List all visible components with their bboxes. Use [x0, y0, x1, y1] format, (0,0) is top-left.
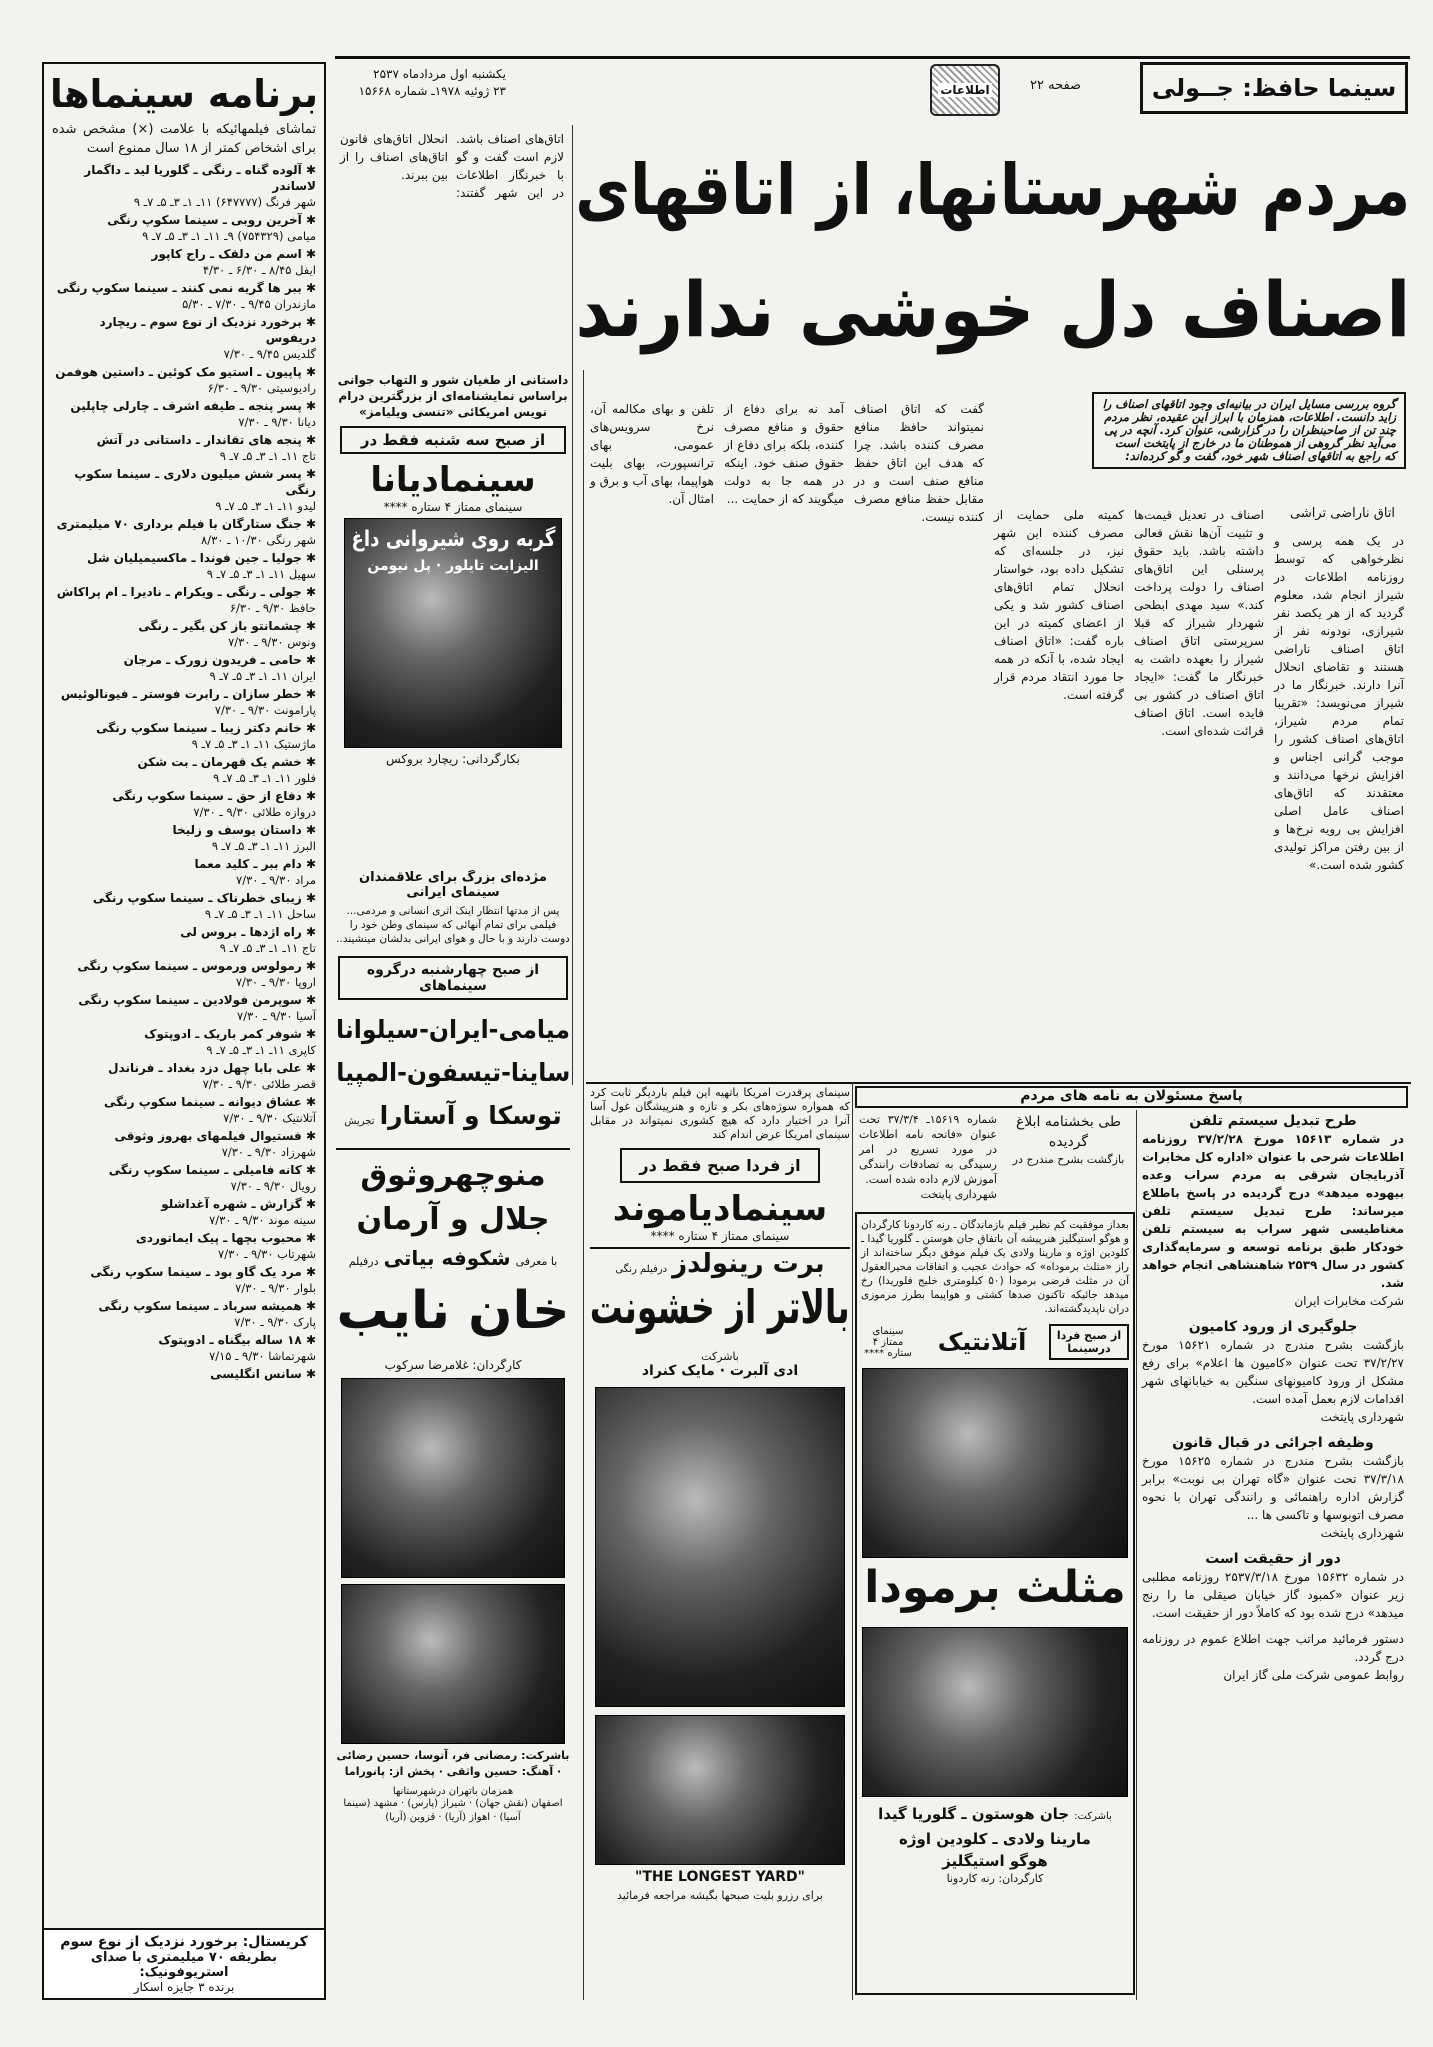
film-still-image	[341, 1378, 565, 1578]
headline-line1: مردم شهرستانها، از اتاقهای	[574, 149, 1410, 231]
program-item: ✱ شوفر کمر باریک ـ ادوپتوک کاپری ۱۱ـ ۱ـ ۳ـ ۵ـ ۷ـ ۹	[52, 1026, 316, 1058]
article-column: در یک همه پرسی و نظرخواهی که توسط روزنامه اطلاعات در شیراز انجام شد، معلوم گردید که از هر یکصد نفر شیرازی، نودونه نفر از اتاق اصناف ناراضی هستند و تقاضای انحلال آنرا دارند. خبرنگار ما در شیراز می‌نویسد: «تقریبا تمام مردم شیراز، اتاق‌های اصناف کشور را موجب گرانی اجناس و افزایش نرخها می‌دانند و معتقدند که اتاق‌های اصناف عامل اصلی افزایش بی رویه نرخ‌ها و از بین رفتن مراکز تولیدی کشور شده است.»	[1274, 534, 1404, 872]
program-film: داستان یوسف و زلیخا	[172, 823, 302, 837]
program-film: حامی ـ فریدون زورک ـ مرجان	[123, 653, 302, 667]
program-times: رادیوسیتی ۹/۳۰ ـ ۶/۳۰	[207, 381, 316, 395]
program-film: همیشه سرباد ـ سینما سکوپ رنگی	[98, 1299, 302, 1313]
program-item: ✱ جولی ـ رنگی ـ ویکرام ـ نادیرا ـ ام پراکاش حافظ ۹/۳۰ ـ ۶/۳۰	[52, 584, 316, 616]
program-item: ✱ دام ببر ـ کلید معما مراد ۹/۳۰ ـ ۷/۳۰	[52, 856, 316, 888]
program-film: رمولوس ورموس ـ سینما سکوپ رنگی	[77, 959, 302, 973]
section-title-box	[1140, 62, 1408, 114]
program-item: ✱ حامی ـ فریدون زورک ـ مرجان ایران ۱۱ـ ۱ـ ۳ـ ۵ـ ۷ـ ۹	[52, 652, 316, 684]
program-footer: کریستال: برخورد نزدیک از نوع سوم بطریقه ۷۰ میلیمتری با صدای استریوفونیک: برنده ۳ جایزه اسکار	[44, 1928, 324, 1998]
section-title: سینما حافظ: جــولی	[1151, 74, 1397, 102]
program-item: ✱ خانم دکتر زیبا ـ سینما سکوپ رنگی ماژستیک ۱۱ـ ۱ـ ۳ـ ۵ـ ۷ـ ۹	[52, 720, 316, 752]
article-column: اصناف در تعدیل قیمت‌ها و تثبیت آن‌ها نقش فعالی داشته باشد. باید حقوق پرسنلی این اتاق‌های اصناف را دولت پرداخت کند.» سید مهدی ابطحی شهردار شیراز که قبلا سرپرستی اتاق اصناف شیراز را بعهده داشت به خبرنگار ما گفت: «ایجاد اتاق اصناف در کشور بی فایده است. اتاق اصناف قرائت شده‌ای است.	[1134, 508, 1264, 738]
program-item: ✱ دفاع از حق ـ سینما سکوپ رنگی دروازه طلائی ۹/۳۰ ـ ۷/۳۰	[52, 788, 316, 820]
program-item: ✱ راه اژدها ـ بروس لی تاج ۱۱ـ ۱ـ ۳ـ ۵ـ ۷ـ ۹	[52, 924, 316, 956]
program-item: ✱ گزارش ـ شهره آغداشلو سینه موند ۹/۳۰ ـ ۷/۳۰	[52, 1196, 316, 1228]
program-times: شهرزاد ۹/۳۰ ـ ۷/۳۰	[221, 1145, 316, 1159]
program-times: فلور ۱۱ـ ۱ـ ۳ـ ۵ـ ۷ـ ۹	[213, 771, 316, 785]
program-times: البرز ۱۱ـ ۱ـ ۳ـ ۵ـ ۷ـ ۹	[211, 839, 316, 853]
program-film: سانس انگلیسی	[210, 1367, 302, 1381]
program-film: سوپرمن فولادین ـ سینما سکوپ رنگی	[78, 993, 302, 1007]
program-item: ✱ پسر شش میلیون دلاری ـ سینما سکوپ رنگی لیدو ۱۱ـ ۱ـ ۳ـ ۵ـ ۷ـ ۹	[52, 466, 316, 514]
cinema-program	[42, 62, 326, 2000]
program-item: ✱ فستیوال فیلمهای بهروز وثوقی شهرزاد ۹/۳۰ ـ ۷/۳۰	[52, 1128, 316, 1160]
article-column: آمد نه برای دفاع از حقوق و منافع مصرف کننده، بلکه برای دفاع از حقوق صنف خود. اینکه در همه جا به دولت میگویند که از حمایت ...	[724, 402, 844, 506]
program-times: اروپا ۹/۳۰ ـ ۷/۳۰	[235, 975, 316, 989]
diamond-cinema-ad: سینمای پرقدرت امریکا باتهیه این فیلم باردیگر ثابت کرد که همواره سوژه‌های بکر و تازه و هنرپیشگان غول آسا آنرا در اختیار دارد که هیچ کشوری نمیتواند در مقابل سینمای امریکا عرض اندام کند از فردا صبح فقط در سینمادیاموند سینمای ممتاز ۴ ستاره **** برت رینولدز درفیلم رنگی بالاتر از خشونت باشرکت ادی آلبرت · مایک کنراد "THE LONGEST YARD" برای رزرو بلیت صبحها بگیشه مراجعه فرمائید	[590, 1086, 850, 1902]
program-times: شهرتاب ۹/۳۰ ـ ۷/۳۰	[218, 1247, 316, 1261]
program-film: عشاق دیوانه ـ سینما سکوپ رنگی	[104, 1095, 302, 1109]
program-times: قصر طلائی ۹/۳۰ ـ ۷/۳۰	[202, 1077, 316, 1091]
letter-g-sign: شهرداری پایتخت	[920, 1188, 997, 1201]
program-item: ✱ زیبای خطرناک ـ سینما سکوپ رنگی ساحل ۱۱ـ ۱ـ ۳ـ ۵ـ ۷ـ ۹	[52, 890, 316, 922]
program-times: کاپری ۱۱ـ ۱ـ ۳ـ ۵ـ ۷ـ ۹	[206, 1043, 316, 1057]
letters-title: پاسخ مسئولان به نامه های مردم	[855, 1086, 1408, 1108]
program-title: برنامه سینماها	[50, 72, 318, 116]
program-times: گلدیس ۹/۴۵ ـ ۷/۳۰	[223, 347, 316, 361]
program-film: خطر سازان ـ رابرت فوستر ـ فیونالوئیس	[60, 687, 302, 701]
program-times: مراد ۹/۳۰ ـ ۷/۳۰	[236, 873, 316, 887]
film-still-image	[862, 1368, 1128, 1558]
article-column: گفت که اتاق اصناف نمیتواند حافظ منافع مصرف کننده باشد. چرا که هدف این اتاق حفظ منافع صنف است و در مقابل حفظ منافع مصرف کننده نیست.	[854, 402, 984, 524]
article-column: کمیته ملی حمایت از مصرف کننده این شهر نیز، در جلسه‌ای که تشکیل داده بود، خواستار انحلال تمام اتاق‌های اصناف کشور شد و یکی از اعضای کمیته در این باره گفت: «اتاق اصناف ایجاد شده، با آنکه در همه جا مورد انتقاد مردم قرار گرفته است.	[994, 508, 1124, 702]
program-film: مرد یک گاو بود ـ سینما سکوپ رنگی	[90, 1265, 302, 1279]
program-item: ✱ پسر پنجه ـ طیفه اشرف ـ چارلی چاپلین دیانا ۹/۳۰ ـ ۷/۳۰	[52, 398, 316, 430]
program-item: ✱ پاپیون ـ استیو مک کوئین ـ داستین هوفمن رادیوسیتی ۹/۳۰ ـ ۶/۳۰	[52, 364, 316, 396]
program-item: ✱ علی بابا چهل دزد بغداد ـ فرناندل قصر طلائی ۹/۳۰ ـ ۷/۳۰	[52, 1060, 316, 1092]
program-times: پارک ۹/۳۰ ـ ۷/۳۰	[234, 1315, 316, 1329]
program-film: ببر ها گریه نمی کنند ـ سینما سکوپ رنگی	[56, 281, 302, 295]
program-film: جولی ـ رنگی ـ ویکرام ـ نادیرا ـ ام پراکاش	[56, 585, 302, 599]
program-film: ۱۸ ساله بیگناه ـ ادوپتوک	[158, 1333, 302, 1347]
program-note: تماشای فیلمهائیکه با علامت (×) مشخص شده برای اشخاص کمتر از ۱۸ سال ممنوع است	[52, 122, 316, 156]
program-item: ✱ جولیا ـ جین فوندا ـ ماکسیمیلیان شل سهیل ۱۱ـ ۱ـ ۳ـ ۵ـ ۷ـ ۹	[52, 550, 316, 582]
program-item: ✱ آلوده گناه ـ رنگی ـ گلوریا لید ـ داگمار لاساندر شهر فرنگ (۶۴۷۷۷۷) ۱۱ـ ۱ـ ۳ـ ۵ـ ۷ـ ۹	[52, 162, 316, 210]
program-times: تاج ۱۱ـ ۱ـ ۳ـ ۵ـ ۷ـ ۹	[219, 941, 316, 955]
program-item: ✱ سانس انگلیسی	[210, 1367, 316, 1381]
program-times: ایفل ۸/۴۵ ـ ۶/۳۰ ـ ۴/۳۰	[202, 263, 316, 277]
letter-column	[855, 1112, 1001, 1208]
program-film: راه اژدها ـ بروس لی	[180, 925, 302, 939]
program-film: چشمانتو باز کن بگیر ـ رنگی	[138, 619, 302, 633]
program-item: ✱ مرد یک گاو بود ـ سینما سکوپ رنگی بلوار ۹/۳۰ ـ ۷/۳۰	[52, 1264, 316, 1296]
program-times: رویال ۹/۳۰ ـ ۷/۳۰	[230, 1179, 316, 1193]
program-film: علی بابا چهل دزد بغداد ـ فرناندل	[108, 1061, 302, 1075]
program-item: ✱ جنگ ستارگان با فیلم برداری ۷۰ میلیمتری شهر رنگی ۱۰/۳۰ ـ ۸/۳۰	[52, 516, 316, 548]
film-still-image	[862, 1627, 1128, 1797]
program-item: ✱ خشم یک قهرمان ـ بت شکن فلور ۱۱ـ ۱ـ ۳ـ ۵ـ ۷ـ ۹	[52, 754, 316, 786]
program-times: میامی (۷۵۴۳۲۹) ۹ـ ۱۱ـ ۱ـ ۳ـ ۵ـ ۷ـ ۹	[142, 229, 316, 243]
program-item: ✱ پنجه های تقاندار ـ داستانی در آتش تاج ۱۱ـ ۱ـ ۳ـ ۵ـ ۷ـ ۹	[52, 432, 316, 464]
page-number: صفحه ۲۲	[1030, 78, 1082, 93]
program-item: ✱ داستان یوسف و زلیخا البرز ۱۱ـ ۱ـ ۳ـ ۵ـ ۷ـ ۹	[52, 822, 316, 854]
program-film: پسر شش میلیون دلاری ـ سینما سکوپ رنگی	[74, 467, 316, 497]
letter-g-body: شماره ۱۵۶۱۹ـ ۳۷/۳/۴ تحت عنوان «فاتحه نامه اطلاعات در مورد تسریع در امر رسیدگی به تصادفات رانندگی آموزش لازم داده شده است.	[859, 1113, 997, 1186]
program-times: شهر رنگی ۱۰/۳۰ ـ ۸/۳۰	[201, 533, 316, 547]
program-item: ✱ چشمانتو باز کن بگیر ـ رنگی ونوس ۹/۳۰ ـ ۷/۳۰	[52, 618, 316, 650]
program-film: گزارش ـ شهره آغداشلو	[161, 1197, 302, 1211]
program-item: ✱ آخرین روبی ـ سینما سکوپ رنگی میامی (۷۵۴۳۲۹) ۹ـ ۱۱ـ ۱ـ ۳ـ ۵ـ ۷ـ ۹	[52, 212, 316, 244]
program-times: پارامونت ۹/۳۰ ـ ۷/۳۰	[214, 703, 316, 717]
film-still-image	[341, 1584, 565, 1744]
program-times: شهرتماشا ۹/۳۰ ـ ۷/۱۵	[209, 1349, 316, 1363]
program-film: آلوده گناه ـ رنگی ـ گلوریا لید ـ داگمار لاساندر	[84, 163, 316, 193]
program-times: دروازه طلائی ۹/۳۰ ـ ۷/۳۰	[193, 805, 316, 819]
article-subhead: اتاق ناراضی تراشی	[1290, 506, 1396, 521]
program-times: بلوار ۹/۳۰ ـ ۷/۳۰	[235, 1281, 316, 1295]
article-column: اتاق‌های اصناف باشد. لازم است گفت و گو با خبرنگار اطلاعات در این شهر گفتند: انحلال اتاق‌های قانون اتاق‌های اصناف را از بین ببرند.	[340, 132, 564, 200]
program-item: ✱ همیشه سرباد ـ سینما سکوپ رنگی پارک ۹/۳۰ ـ ۷/۳۰	[52, 1298, 316, 1330]
program-film: دام ببر ـ کلید معما	[194, 857, 302, 871]
program-film: زیبای خطرناک ـ سینما سکوپ رنگی	[92, 891, 302, 905]
program-times: حافظ ۹/۳۰ ـ ۶/۳۰	[229, 601, 316, 615]
letter-column: طرح تبدیل سیستم تلفن در شماره ۱۵۶۱۳ مورخ ۳۷/۲/۲۸ روزنامه اطلاعات شرحی با عنوان «اداره کل مخابرات آذربایجان شرقی به مردم سراب وعده بیهوده میدهد» درج گردیده در پاسخ باطلاع میرساند: طرح تبدیل سیستم تلفن مغناطیسی شهر سراب به سیستم تلفن خودکار طبق برنامه توسعه و سرمایه‌گذاری کشور در سال ۲۵۳۹ شاهنشاهی انجام خواهد شد. شرکت مخابرات ایران جلوگیری از ورود کامیون بازگشت بشرح مندرج در شماره ۱۵۶۲۱ مورخ ۳۷/۲/۲۷ تحت عنوان «کامیون ها اعلام» برای رفع مشکل از ورود کامیونهای سنگین به خیابانهای شهر اقدامات لازم بعمل آمده است. شهرداری پایتخت وظیفه اجرائی در قبال قانون بازگشت بشرح مندرج در شماره ۱۵۶۲۵ مورخ ۳۷/۳/۱۸ تحت عنوان «گاه تهران بی نوبت» برابر گزارش اداره راهنمائی و رانندگی تهران با نحوه مصرف اتوبوسها و تاکسی ها ... شهرداری پایتخت دور از حقیقت است در شماره ۱۵۶۳۲ مورخ ۲۵۳۷/۳/۱۸ روزنامه مطلبی زیر عنوان «کمبود گاز خیابان صیقلی ما را رنج میدهد» درج شده بود که کاملاً دور از حقیقت است. دستور فرمائید مراتب جهت اطلاع عموم در روزنامه درج گردد. روابط عمومی شرکت ملی گاز ایران	[1142, 1113, 1405, 1682]
program-film: جنگ ستارگان با فیلم برداری ۷۰ میلیمتری	[56, 517, 302, 531]
headline-line2: اصناف دل خوشی ندارند	[574, 265, 1410, 354]
letter-column: طی بخشنامه ابلاغ گردیده بازگشت بشرح مندرج در	[1012, 1114, 1125, 1166]
program-item: ✱ کانه فامیلی ـ سینما سکوپ رنگی رویال ۹/۳۰ ـ ۷/۳۰	[52, 1162, 316, 1194]
program-item: ✱ سوپرمن فولادین ـ سینما سکوپ رنگی آسیا ۹/۳۰ ـ ۷/۳۰	[52, 992, 316, 1024]
program-times: لیدو ۱۱ـ ۱ـ ۳ـ ۵ـ ۷ـ ۹	[215, 499, 316, 513]
program-film: آخرین روبی ـ سینما سکوپ رنگی	[107, 213, 302, 227]
film-still-image	[595, 1387, 845, 1707]
program-film: شوفر کمر باریک ـ ادوپتوک	[144, 1027, 302, 1041]
program-film: خانم دکتر زیبا ـ سینما سکوپ رنگی	[96, 721, 302, 735]
program-film: برخورد نزدیک از نوع سوم ـ ریچارد دریفوس	[99, 315, 316, 345]
program-item: ✱ ببر ها گریه نمی کنند ـ سینما سکوپ رنگی مازندران ۹/۴۵ ـ ۷/۳۰ ـ ۵/۳۰	[52, 280, 316, 312]
program-times: ایران ۱۱ـ ۱ـ ۳ـ ۵ـ ۷ـ ۹	[209, 669, 316, 683]
program-film: فستیوال فیلمهای بهروز وثوقی	[114, 1129, 302, 1143]
program-times: شهر فرنگ (۶۴۷۷۷۷) ۱۱ـ ۱ـ ۳ـ ۵ـ ۷ـ ۹	[133, 195, 316, 209]
headline	[575, 130, 1410, 385]
program-item: ✱ اسم من دلقک ـ راج کاپور ایفل ۸/۴۵ ـ ۶/۳۰ ـ ۴/۳۰	[52, 246, 316, 278]
program-times: آسیا ۹/۳۰ ـ ۷/۳۰	[237, 1009, 316, 1023]
program-times: ونوس ۹/۳۰ ـ ۷/۳۰	[228, 635, 316, 649]
program-film: کانه فامیلی ـ سینما سکوپ رنگی	[108, 1163, 302, 1177]
film-poster-image: گربه روی شیروانی داغ الیزابت تایلور · پل نیومن	[344, 518, 562, 748]
program-times: مازندران ۹/۴۵ ـ ۷/۳۰ ـ ۵/۳۰	[182, 297, 316, 311]
program-item: ✱ عشاق دیوانه ـ سینما سکوپ رنگی آتلانتیک ۹/۳۰ ـ ۷/۳۰	[52, 1094, 316, 1126]
khan-nayeb-ad: مژده‌ای بزرگ برای علاقمندان سینمای ایرانی پس از مدتها انتظار اینک اثری انسانی و مردمی... فیلمی برای تمام آنهائی که سینمای وطن خود را دوست دارند و با حال و هوای ایرانی بدلشان مینشیند.. از صبح چهارشنبه درگروه سینماهای میامی-ایران-سیلوانا ساینا-تیسفون-المپیا توسکا و آستارا تجریش منوچهروثوق جلال و آرمان با معرفی شکوفه بیاتی درفیلم خان نایب کارگردان: غلامرضا سرکوب باشرکت: رمضانی فر، آتوسا، حسین رضائی · آهنگ: حسین واثقی · پخش از: پانوراما همزمان باتهران درشهرستانها اصفهان (نقش جهان) · شیراز (پارس) · مشهد (سینما آسیا) · اهواز (آریا) · قزوین (آریا)	[336, 870, 570, 1823]
program-film: جولیا ـ جین فوندا ـ ماکسیمیلیان شل	[87, 551, 302, 565]
program-film: پنجه های تقاندار ـ داستانی در آتش	[96, 433, 302, 447]
program-film: محبوب بچها ـ پیک ایماتوردی	[135, 1231, 302, 1245]
program-times: آتلانتیک ۹/۳۰ ـ ۷/۳۰	[223, 1111, 316, 1125]
issue-date: یکشنبه اول مردادماه ۲۵۳۷ ۲۳ ژوئیه ۱۹۷۸ـ شماره ۱۵۶۶۸	[358, 67, 506, 98]
article-column: تلفن و بهای مکالمه آن، نرخ سرویس‌های عمومی، بهای ترانسپورت، بهای بلیت هواپیما، بهای آب و برق و امثال آن.	[590, 402, 714, 506]
program-film: پسر پنجه ـ طیفه اشرف ـ چارلی چاپلین	[70, 399, 302, 413]
program-film: خشم یک قهرمان ـ بت شکن	[137, 755, 302, 769]
program-film: دفاع از حق ـ سینما سکوپ رنگی	[112, 789, 302, 803]
program-times: تاج ۱۱ـ ۱ـ ۳ـ ۵ـ ۷ـ ۹	[219, 449, 316, 463]
program-times: سهیل ۱۱ـ ۱ـ ۳ـ ۵ـ ۷ـ ۹	[206, 567, 316, 581]
program-item: ✱ رمولوس ورموس ـ سینما سکوپ رنگی اروپا ۹/۳۰ ـ ۷/۳۰	[52, 958, 316, 990]
program-item: ✱ محبوب بچها ـ پیک ایماتوردی شهرتاب ۹/۳۰ ـ ۷/۳۰	[52, 1230, 316, 1262]
program-item: ✱ خطر سازان ـ رابرت فوستر ـ فیونالوئیس پارامونت ۹/۳۰ ـ ۷/۳۰	[52, 686, 316, 718]
program-item: ✱ برخورد نزدیک از نوع سوم ـ ریچارد دریفوس گلدیس ۹/۴۵ ـ ۷/۳۰	[52, 314, 316, 362]
program-item: ✱ ۱۸ ساله بیگناه ـ ادوپتوک شهرتماشا ۹/۳۰ ـ ۷/۱۵	[52, 1332, 316, 1364]
program-times: ماژستیک ۱۱ـ ۱ـ ۳ـ ۵ـ ۷ـ ۹	[191, 737, 316, 751]
program-film: پاپیون ـ استیو مک کوئین ـ داستین هوفمن	[55, 365, 302, 379]
program-list	[44, 158, 324, 1928]
atlantic-cinema-ad: بعداز موفقیت کم نظیر فیلم بازماندگان ـ رنه کاردونا کارگردان و هوگو استیگلیز هنرپیشه آن باتفاق جان هوستن ـ گلوریا گیدا ـ کلودین اوژه و مارینا ولادی یک فیلم موفق دیگر ساخته‌اند از راز «مثلث برموداه» که حوادث عجیب و اتفاقات محیرالعقول آن در مثلث فرضی برمودا (۵۰ کیلومتری خلیج فلوریدا) رخ میدهد جائیکه تاکنون صدها کشتی و هواپیما بطرز مرموزی دران ناپدیدگشته‌اند. از صبح فردا درسینما آتلانتیک سینمای ممتاز ۴ ستاره **** مثلث برمودا باشرکت: جان هوستون ـ گلوریا گیدا مارینا ولادی ـ کلودین اوژه هوگو استیگلیز کارگردان: رنه کاردونا	[855, 1212, 1135, 1995]
intro-box: گروه بررسی مسایل ایران در بیانیه‌ای وجود اتاقهای اصناف را زاید دانست. اطلاعات، همزمان با ابراز این عقیده، نظر مردم چند تن از صاحبنظران را در گزارشی، عنوان کرد. آنچه در پی می‌آید نظر گروهی از هموطنان ما در خارج از پایتخت است که راجع به اتاقهای اصناف شهر خود، گفت و گو کرده‌اند:	[1092, 392, 1406, 469]
program-times: سینه موند ۹/۳۰ ـ ۷/۳۰	[209, 1213, 316, 1227]
program-times: دیانا ۹/۳۰ ـ ۷/۳۰	[238, 415, 316, 429]
film-still-image	[595, 1715, 845, 1865]
program-times: ساحل ۱۱ـ ۱ـ ۳ـ ۵ـ ۷ـ ۹	[204, 907, 316, 921]
program-film: اسم من دلقک ـ راج کاپور	[151, 247, 302, 261]
newspaper-logo: اطلاعات	[930, 64, 1000, 116]
diana-cinema-ad: داستانی از طغیان شور و التهاب جوانی براساس نمایشنامه‌ای از بزرگترین درام نویس امریکائی «تنسی ویلیامز» از صبح سه شنبه فقط در سینمادیانا سینمای ممتاز ۴ ستاره **** گربه روی شیروانی داغ الیزابت تایلور · پل نیومن بکارگردانی: ریچارد بروکس	[337, 373, 569, 766]
